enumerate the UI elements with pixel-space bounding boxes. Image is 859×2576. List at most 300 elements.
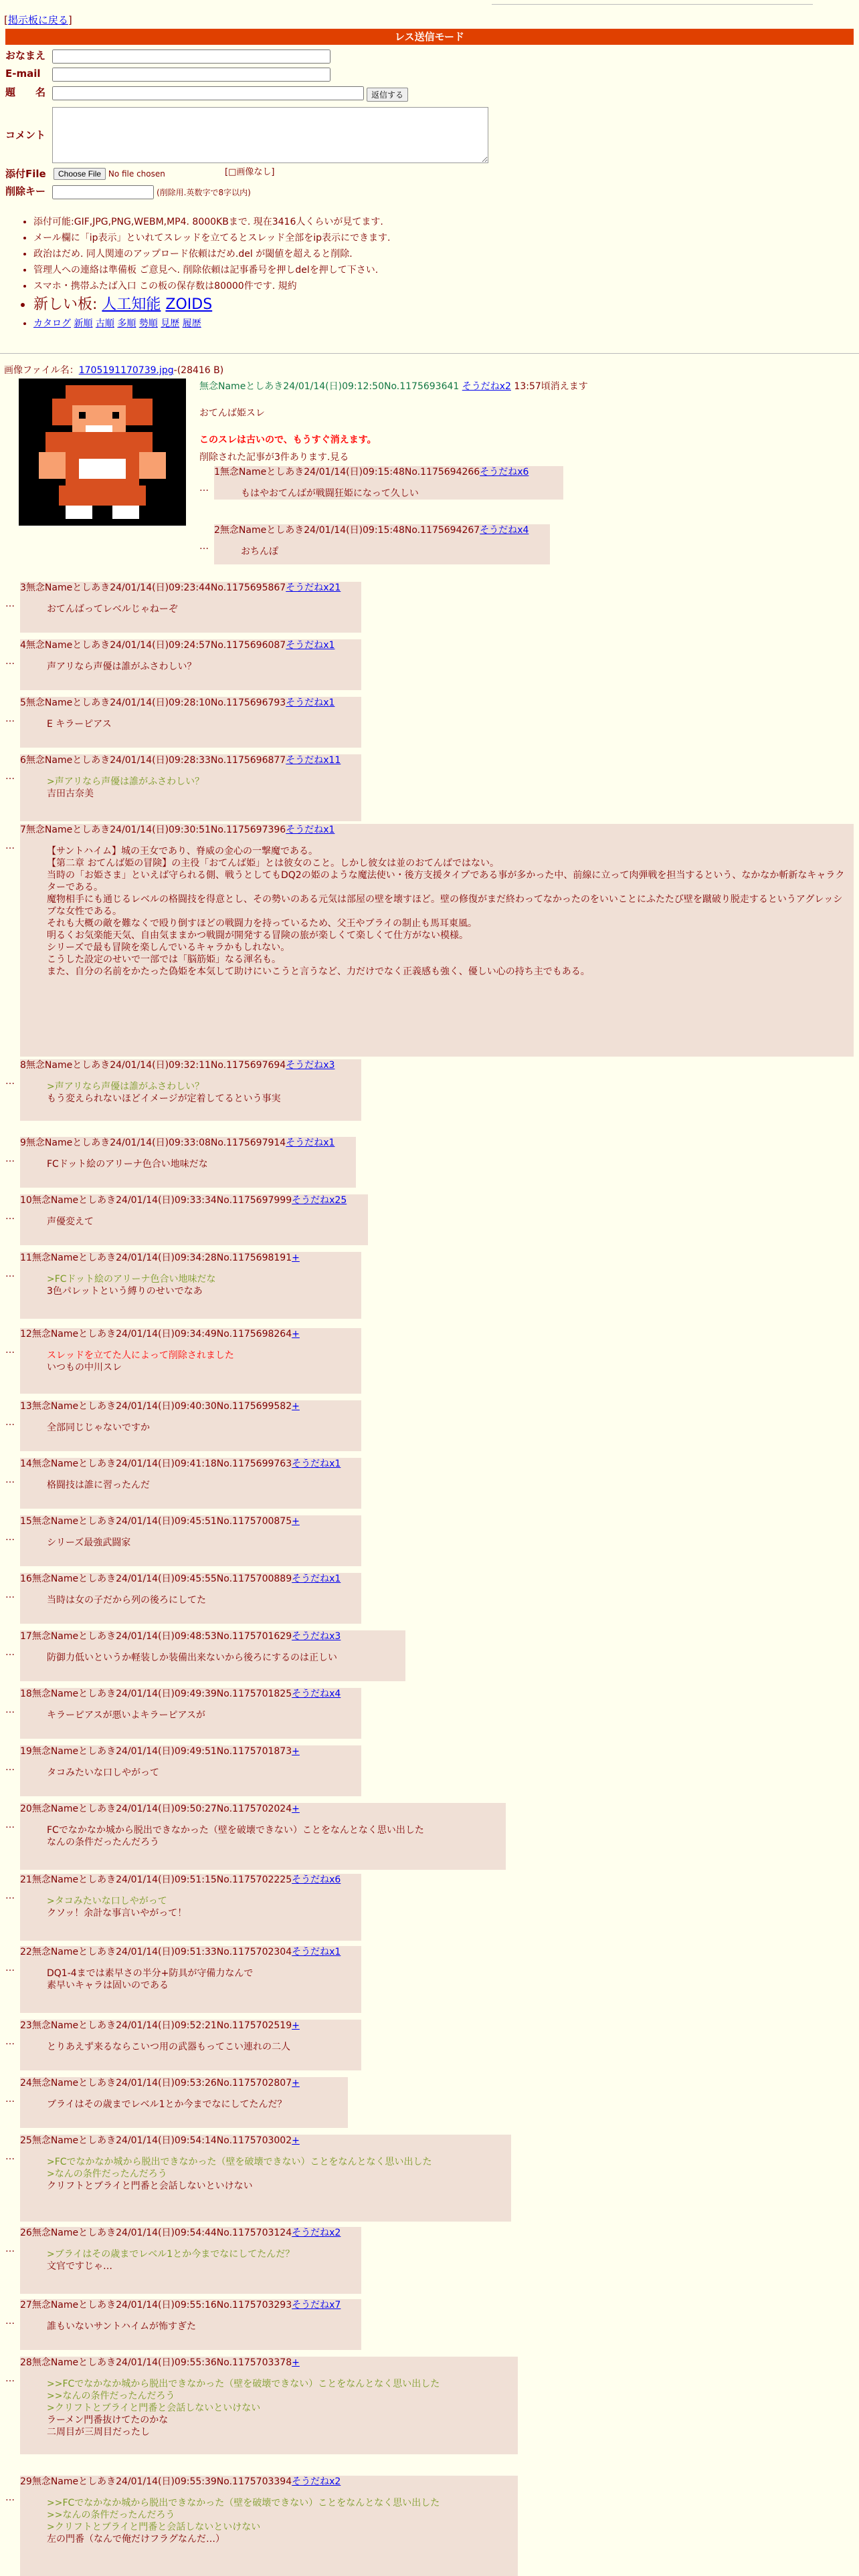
- reply-marker: …: [5, 1269, 15, 1279]
- no-image-checkbox[interactable]: [□画像なし]: [225, 167, 275, 177]
- sodane-button[interactable]: そうだねx2: [292, 2228, 341, 2238]
- sort-link[interactable]: 勢順: [138, 318, 158, 329]
- sort-links: [33, 316, 390, 332]
- reply-text: 声アリなら声優は誰がふさわしい？: [47, 661, 197, 672]
- reply-marker: …: [5, 2244, 15, 2254]
- comment-label: コメント: [5, 129, 46, 141]
- reply-meta: 無念Nameとしあき24/01/14(日)09:15:48No.1175694266: [219, 467, 480, 477]
- reply-meta: 無念Nameとしあき24/01/14(日)09:33:08No.1175697914: [25, 1138, 286, 1148]
- reply-quote: >FCドット絵のアリーナ色合い地味だな: [47, 1274, 216, 1285]
- reply-number: 16: [20, 1574, 32, 1584]
- reply-body: [47, 1767, 355, 1779]
- reply-number: 2: [214, 525, 220, 536]
- reply-body: [47, 1273, 355, 1297]
- reply-header: [20, 1874, 341, 1887]
- reply-marker: …: [5, 1762, 15, 1773]
- reply-post: [20, 1745, 361, 1796]
- reply-meta: 無念Nameとしあき24/01/14(日)09:28:33No.1175696877: [25, 755, 286, 766]
- sort-link[interactable]: カタログ: [33, 318, 71, 329]
- reply-number: 28: [20, 2357, 32, 2368]
- reply-header: [20, 1059, 335, 1073]
- reply-header: [20, 2227, 341, 2240]
- reply-text: ラーメン門番抜けてたのかな 二周目が三周目だったし: [47, 2415, 169, 2438]
- reply-meta: 無念Nameとしあき24/01/14(日)09:53:26No.1175702807: [31, 2078, 292, 2088]
- reply-number: 19: [20, 1746, 32, 1757]
- op-expire: 13:57頃消えます: [514, 381, 588, 392]
- reply-header: [20, 2135, 300, 2148]
- reply-number: 14: [20, 1459, 32, 1469]
- reply-body: [47, 2321, 355, 2333]
- sort-link[interactable]: 新順: [74, 318, 93, 329]
- reply-header: [20, 2357, 300, 2370]
- sodane-button[interactable]: そうだねx4: [480, 525, 529, 536]
- reply-marker: …: [5, 1820, 15, 1830]
- sodane-button[interactable]: そうだねx11: [286, 755, 341, 766]
- sodane-button[interactable]: +: [292, 1516, 300, 1527]
- reply-marker: …: [5, 599, 15, 609]
- reply-post: [20, 1059, 361, 1121]
- reply-marker: …: [5, 1963, 15, 1973]
- reply-meta: 無念Nameとしあき24/01/14(日)09:23:44No.1175695867: [25, 582, 286, 593]
- reply-marker: …: [199, 483, 209, 494]
- reply-header: [20, 1458, 341, 1471]
- reply-header: [20, 1630, 341, 1644]
- sodane-button[interactable]: そうだねx2: [292, 2476, 341, 2487]
- reply-number: 18: [20, 1689, 32, 1699]
- sodane-button[interactable]: +: [292, 2078, 300, 2088]
- reply-body: [47, 1158, 349, 1170]
- reply-text: もはやおてんばが戦闘狂姫になって久しい: [241, 488, 419, 499]
- reply-marker: …: [5, 1532, 15, 1543]
- reply-body: [47, 776, 355, 800]
- subject-label: 題 名: [5, 86, 46, 98]
- board-link-ai[interactable]: 人工知能: [102, 296, 161, 313]
- reply-text: クソッ！余計な事言いやがって！: [47, 1908, 187, 1919]
- reply-body: [47, 2497, 511, 2545]
- reply-text: とりあえず来るならこいつ用の武器もってこい連れの二人: [47, 2042, 290, 2052]
- reply-meta: 無念Nameとしあき24/01/14(日)09:28:10No.1175696793: [25, 697, 286, 708]
- reply-number: 24: [20, 2078, 32, 2088]
- reply-marker: …: [5, 1154, 15, 1164]
- reply-header: [20, 1946, 341, 1959]
- subject-row: [5, 86, 45, 100]
- reply-number: 29: [20, 2476, 32, 2487]
- reply-text: キラーピアスが悪いよキラーピアスが: [47, 1710, 205, 1721]
- comment-textarea[interactable]: [52, 107, 488, 163]
- reply-number: 23: [20, 2020, 32, 2031]
- sort-link[interactable]: 多順: [117, 318, 136, 329]
- reply-header: [20, 2020, 300, 2033]
- reply-marker: …: [5, 1891, 15, 1901]
- reply-marker: …: [5, 714, 15, 724]
- note-item: • スマホ・携帯ふたば入口 この板の保存数は80000件です. 規約: [33, 278, 390, 294]
- sodane-button[interactable]: そうだねx4: [292, 1689, 341, 1699]
- reply-meta: 無念Nameとしあき24/01/14(日)09:50:27No.1175702024: [31, 1804, 292, 1814]
- reply-quote: >ブライはその歳までレベル1とか今までなにしてたんだ？: [47, 2249, 295, 2260]
- reply-meta: 無念Nameとしあき24/01/14(日)09:24:57No.1175696087: [25, 640, 286, 651]
- reply-quote: >FCでなかなか城から脱出できなかった（壁を破壊できない）ことをなんとなく思い出した >なんの条件だったんだろう: [47, 2157, 432, 2179]
- reply-body: [47, 1709, 355, 1721]
- reply-header: [20, 754, 341, 768]
- reply-body: [241, 488, 557, 500]
- reply-text: おちんぽ: [241, 546, 278, 557]
- reply-meta: 無念Nameとしあき24/01/14(日)09:51:33No.1175702304: [31, 1947, 292, 1957]
- reply-marker: …: [5, 1211, 15, 1222]
- file-link[interactable]: 1705191170739.jpg: [78, 365, 174, 376]
- reply-text: おてんばってレベルじゃねーぞ: [47, 604, 178, 615]
- reply-meta: 無念Nameとしあき24/01/14(日)09:48:53No.1175701629: [31, 1631, 292, 1642]
- reply-header: [20, 1137, 335, 1150]
- reply-meta: 無念Nameとしあき24/01/14(日)09:55:39No.1175703394: [31, 2476, 292, 2487]
- thumbnail-image[interactable]: [19, 379, 186, 526]
- note-item: • 政治はだめ. 同人関連のアップロード依頼はだめ.del が閾値を超えると削除.: [33, 246, 390, 262]
- reply-body: [47, 1216, 361, 1228]
- reply-header: [20, 639, 335, 653]
- sodane-button[interactable]: +: [292, 2357, 300, 2368]
- sodane-button[interactable]: そうだねx1: [292, 1574, 341, 1584]
- reply-meta: 無念Nameとしあき24/01/14(日)09:45:51No.1175700875: [31, 1516, 292, 1527]
- reply-number: 15: [20, 1516, 32, 1527]
- reply-post: [214, 524, 550, 564]
- reply-body: [47, 718, 355, 730]
- reply-marker: …: [199, 541, 209, 552]
- reply-post: [20, 2357, 518, 2454]
- reply-header: [20, 1745, 300, 1759]
- reply-meta: 無念Nameとしあき24/01/14(日)09:54:44No.1175703124: [31, 2228, 292, 2238]
- reply-post: [20, 1803, 506, 1870]
- reply-text: タコみたいな口しやがって: [47, 1767, 159, 1778]
- sodane-button[interactable]: そうだねx1: [292, 1459, 341, 1469]
- reply-number: 6: [20, 755, 26, 766]
- sodane-button[interactable]: そうだねx25: [292, 1195, 347, 1206]
- reply-text: 全部同じじゃないですか: [47, 1422, 150, 1433]
- reply-body: [47, 1081, 355, 1105]
- reply-text: シリーズ最強武闘家: [47, 1537, 131, 1548]
- new-boards-label: 新しい板:: [33, 296, 102, 313]
- reply-post: [20, 639, 361, 690]
- reply-number: 7: [20, 825, 26, 835]
- reply-header: [20, 1803, 300, 1816]
- reply-post: [20, 2077, 348, 2128]
- reply-number: 27: [20, 2300, 32, 2311]
- reply-header: [20, 697, 335, 710]
- reply-post: [20, 1137, 356, 1188]
- submit-button[interactable]: 返信する: [367, 88, 408, 102]
- reply-body: [47, 1824, 499, 1848]
- reply-text: 声優変えて: [47, 1216, 94, 1227]
- reply-body: [47, 603, 355, 615]
- back-to-board[interactable]: [掲示板に戻る]: [4, 14, 72, 26]
- reply-post: [20, 824, 854, 1057]
- reply-header: [20, 1252, 300, 1265]
- sodane-button[interactable]: +: [292, 1329, 300, 1339]
- reply-body: [47, 661, 355, 673]
- reply-body: [47, 1350, 355, 1374]
- reply-text: 3色パレットという縛りのせいでなあ: [47, 1286, 203, 1297]
- reply-post: [20, 1515, 361, 1566]
- reply-number: 10: [20, 1195, 32, 1206]
- reply-marker: …: [5, 2036, 15, 2047]
- sodane-button[interactable]: +: [292, 1401, 300, 1412]
- op-meta: 無念Nameとしあき24/01/14(日)09:12:50No.1175693641: [199, 381, 460, 392]
- reply-meta: 無念Nameとしあき24/01/14(日)09:52:21No.1175702519: [31, 2020, 292, 2031]
- reply-quote: >タコみたいな口しやがって: [47, 1896, 167, 1907]
- reply-post: [20, 1328, 361, 1394]
- reply-header: [20, 582, 341, 595]
- reply-meta: 無念Nameとしあき24/01/14(日)09:15:48No.1175694267: [219, 525, 480, 536]
- deleted-by-op-notice: スレッドを立てた人によって削除されました: [47, 1350, 234, 1361]
- reply-header: [20, 2077, 300, 2090]
- reply-meta: 無念Nameとしあき24/01/14(日)09:45:55No.1175700889: [31, 1574, 292, 1584]
- reply-body: [47, 2156, 504, 2192]
- pixel-princess-icon: [19, 379, 186, 526]
- sodane-button[interactable]: そうだねx6: [480, 467, 529, 477]
- reply-header: [20, 1194, 347, 1208]
- reply-header: [20, 824, 335, 837]
- sodane-button[interactable]: そうだねx1: [286, 640, 335, 651]
- sodane-button[interactable]: そうだねx1: [286, 1138, 335, 1148]
- reply-meta: 無念Nameとしあき24/01/14(日)09:33:34No.1175697999: [31, 1195, 292, 1206]
- reply-post: [214, 466, 563, 500]
- reply-marker: …: [5, 1647, 15, 1658]
- reply-marker: …: [5, 2151, 15, 2162]
- reply-number: 17: [20, 1631, 32, 1642]
- sodane-button[interactable]: +: [292, 1804, 300, 1814]
- reply-post: [20, 754, 361, 821]
- email-label: E-mail: [5, 68, 41, 80]
- reply-quote: >声アリなら声優は誰がふさわしい？: [47, 776, 205, 787]
- note-item: • 添付可能:GIF,JPG,PNG,WEBM,MP4. 8000KBまで. 現在3416人くらいが見てます.: [33, 214, 390, 230]
- sort-link[interactable]: 古順: [95, 318, 114, 329]
- reply-number: 1: [214, 467, 220, 477]
- sodane-button[interactable]: +: [292, 2135, 300, 2146]
- reply-body: [47, 845, 847, 978]
- op-post: [199, 378, 588, 466]
- subject-input[interactable]: [52, 86, 364, 100]
- reply-meta: 無念Nameとしあき24/01/14(日)09:41:18No.1175699763: [31, 1459, 292, 1469]
- reply-post: [20, 2020, 361, 2070]
- reply-header: [20, 1573, 341, 1586]
- reply-body: [47, 1479, 355, 1491]
- reply-marker: …: [5, 2373, 15, 2384]
- reply-post: [20, 2299, 361, 2350]
- name-row: [5, 49, 45, 63]
- reply-body: [47, 1537, 355, 1549]
- reply-meta: 無念Nameとしあき24/01/14(日)09:34:49No.1175698264: [31, 1329, 292, 1339]
- board-link-zoids[interactable]: ZOIDS: [165, 296, 213, 313]
- sodane-button[interactable]: そうだねx1: [292, 1947, 341, 1957]
- reply-text: 文官ですじゃ…: [47, 2261, 112, 2272]
- sodane-button[interactable]: +: [292, 1746, 300, 1757]
- reply-meta: 無念Nameとしあき24/01/14(日)09:49:51No.1175701873: [31, 1746, 292, 1757]
- reply-quote: >声アリなら声優は誰がふさわしい？: [47, 1081, 205, 1092]
- reply-marker: …: [5, 656, 15, 667]
- email-input[interactable]: [52, 68, 330, 82]
- sodane-button[interactable]: そうだねx3: [286, 1060, 335, 1071]
- reply-meta: 無念Nameとしあき24/01/14(日)09:30:51No.1175697396: [25, 825, 286, 835]
- back-link[interactable]: 掲示板に戻る: [7, 14, 68, 26]
- reply-meta: 無念Nameとしあき24/01/14(日)09:40:30No.1175699582: [31, 1401, 292, 1412]
- reply-marker: …: [5, 1076, 15, 1087]
- name-input[interactable]: [52, 49, 330, 64]
- sodane-button[interactable]: +: [292, 1253, 300, 1263]
- reply-marker: …: [5, 2492, 15, 2503]
- reply-post: [20, 2135, 511, 2222]
- reply-text: 当時は女の子だから列の後ろにしてた: [47, 1595, 206, 1606]
- sodane-button[interactable]: そうだねx6: [292, 1874, 341, 1885]
- reply-body: [47, 1652, 399, 1664]
- reply-body: [47, 1895, 355, 1919]
- file-info: [4, 364, 223, 378]
- reply-text: クリフトとブライと門番と会話しないといけない: [47, 2181, 253, 2191]
- reply-post: [20, 1573, 361, 1624]
- reply-marker: …: [5, 1590, 15, 1600]
- reply-post: [20, 582, 361, 633]
- reply-text: 【サントハイム】城の王女であり、脊威の金心の一撃魔である。 【第二章 おてんば姫の冒険】の主役「おてんば姫」とは彼女のこと。しかし彼女は並のおてんばではない。 当時の「お姫さま」といえば守られる側、戦うとしてもDQ2の姫のような魔法使い・後方支援タイプである事が多かった中、前線に立って肉弾戦を担当するという、なかなか斬新なキャラクターである。 魔物相手にも通じるレベルの格闘技を得意とし、その勢いのある元気は部屋の壁を壊すほど。壁の修復がまだ終わってなかったのをいいことにふたたび壁を蹴破り脱走するというアグレッシブな女性である。 それも大概の敵を難なくで殴り倒すほどの戦闘力を持っているため、父王やブライの制止も馬耳東風。 明るくお気楽能天気、自由気ままかつ戦闘が開発する冒険の旅が楽しくて楽しくて仕方がない模様。 シリーズで最も冒険を楽しんでいるキャラかもしれない。 こうした設定のせいで一部では「脳筋姫」なる渾名も。 また、自分の名前をかたった偽姫を本気して助けにいこうと言うなど、力だけでなく正義感も強く、優しい心の持ち主でもある。: [47, 846, 845, 977]
- reply-meta: 無念Nameとしあき24/01/14(日)09:54:14No.1175703002: [31, 2135, 292, 2146]
- reply-number: 12: [20, 1329, 32, 1339]
- reply-text: DQ1-4までは素早さの半分+防具が守備力なんで 素早いキャラは固いのである: [47, 1968, 254, 1991]
- name-label: おなまえ: [5, 49, 46, 62]
- reply-header: [214, 524, 529, 538]
- reply-post: [20, 1946, 361, 2013]
- reply-meta: 無念Nameとしあき24/01/14(日)09:55:16No.1175703293: [31, 2300, 292, 2311]
- sodane-button[interactable]: そうだねx1: [286, 825, 335, 835]
- reply-header: [20, 1515, 300, 1529]
- reply-number: 4: [20, 640, 26, 651]
- op-header: [199, 378, 588, 395]
- reply-number: 8: [20, 1060, 26, 1071]
- divider: [0, 353, 859, 354]
- reply-marker: …: [5, 1417, 15, 1428]
- comment-row: [5, 128, 45, 142]
- no-file-text: No file chosen: [108, 169, 165, 179]
- reply-number: 9: [20, 1138, 26, 1148]
- file-picker: [54, 168, 165, 180]
- reply-text: E キラーピアス: [47, 719, 112, 730]
- delkey-row: [5, 185, 45, 199]
- reply-number: 5: [20, 697, 26, 708]
- reply-quote: >>FCでなかなか城から脱出できなかった（壁を破壊できない）ことをなんとなく思い出した >>なんの条件だったんだろう >クリフトとブライと門番と会話しないといけない: [47, 2379, 440, 2413]
- new-boards: [33, 294, 390, 316]
- reply-post: [20, 1194, 368, 1245]
- reply-meta: 無念Nameとしあき24/01/14(日)09:49:39No.1175701825: [31, 1689, 292, 1699]
- reply-text: 吉田古奈美: [47, 788, 94, 799]
- form-title-bar: レス送信モード: [5, 29, 854, 45]
- reply-body: [47, 2041, 355, 2053]
- reply-number: 13: [20, 1401, 32, 1412]
- reply-header: [20, 1400, 300, 1414]
- reply-meta: 無念Nameとしあき24/01/14(日)09:55:36No.1175703378: [31, 2357, 292, 2368]
- reply-text: いつもの中川スレ: [47, 1362, 122, 1373]
- delkey-input[interactable]: [52, 185, 154, 199]
- reply-header: [20, 1688, 341, 1701]
- reply-body: [47, 2378, 511, 2438]
- reply-body: [47, 1422, 355, 1434]
- reply-marker: …: [5, 841, 15, 851]
- reply-post: [20, 1874, 361, 1941]
- sodane-button[interactable]: そうだねx3: [292, 1631, 341, 1642]
- reply-body: [47, 1594, 355, 1606]
- reply-marker: …: [5, 771, 15, 782]
- file-row: [5, 167, 46, 181]
- op-body: おてんば姫スレ: [199, 408, 265, 419]
- deleted-notice[interactable]: 削除された記事が3件あります.見る: [199, 452, 349, 463]
- reply-number: 20: [20, 1804, 32, 1814]
- sort-link[interactable]: 見歴: [161, 318, 180, 329]
- reply-text: FCでなかなか城から脱出できなかった（壁を破壊できない）ことをなんとなく思い出した なんの条件だったんだろう: [47, 1825, 424, 1848]
- note-item: • メール欄に「ip表示」といれてスレッドを立てるとスレッド全部をip表示にできます.: [33, 230, 390, 246]
- reply-text: ブライはその歳までレベル1とか今までなにしてたんだ？: [47, 2099, 287, 2110]
- reply-text: 左の門番（なんで俺だけフラグなんだ…）: [47, 2534, 225, 2545]
- reply-number: 22: [20, 1947, 32, 1957]
- reply-post: [20, 2227, 361, 2294]
- reply-marker: …: [5, 2094, 15, 2105]
- reply-text: 格闘技は誰に習ったんだ: [47, 1480, 150, 1491]
- reply-text: FCドット絵のアリーナ色合い地味だな: [47, 1159, 208, 1170]
- reply-marker: …: [5, 1345, 15, 1356]
- reply-post: [20, 1400, 361, 1451]
- reply-header: [20, 2476, 341, 2489]
- reply-meta: 無念Nameとしあき24/01/14(日)09:51:15No.1175702225: [31, 1874, 292, 1885]
- reply-post: [20, 697, 361, 748]
- reply-post: [20, 1630, 405, 1681]
- reply-text: 防御力低いというか軽装しか装備出来ないから後ろにするのは正しい: [47, 1652, 337, 1663]
- reply-marker: …: [5, 1705, 15, 1715]
- sodane-button[interactable]: そうだねx2: [462, 381, 511, 392]
- reply-header: [20, 2299, 341, 2313]
- reply-body: [47, 1967, 355, 1992]
- reply-number: 11: [20, 1253, 32, 1263]
- sodane-button[interactable]: そうだねx21: [286, 582, 341, 593]
- file-size: -(28416 B): [173, 365, 224, 376]
- reply-post: [20, 2476, 518, 2576]
- delkey-label: 削除キー: [5, 185, 46, 197]
- reply-header: [214, 466, 529, 479]
- reply-meta: 無念Nameとしあき24/01/14(日)09:34:28No.1175698191: [31, 1253, 292, 1263]
- note-item: • 管理人への連絡は準備板 ご意見へ. 削除依頼は記事番号を押しdelを押して下さい.: [33, 262, 390, 278]
- reply-body: [47, 2248, 355, 2272]
- top-rule: [492, 4, 813, 5]
- email-row: [5, 67, 41, 81]
- reply-number: 25: [20, 2135, 32, 2146]
- sort-link[interactable]: 履歴: [182, 318, 201, 329]
- reply-marker: …: [5, 2316, 15, 2327]
- reply-number: 3: [20, 582, 26, 593]
- sodane-button[interactable]: +: [292, 2020, 300, 2031]
- reply-header: [20, 1328, 300, 1341]
- reply-meta: 無念Nameとしあき24/01/14(日)09:32:11No.1175697694: [25, 1060, 286, 1071]
- sodane-button[interactable]: そうだねx7: [292, 2300, 341, 2311]
- delkey-note: (削除用.英数字で8字以内): [157, 188, 251, 197]
- reply-post: [20, 1458, 361, 1509]
- reply-body: [47, 2099, 341, 2111]
- reply-text: もう変えられないほどイメージが定着してるという事実: [47, 1093, 281, 1104]
- old-thread-warning: このスレは古いので、もうすぐ消えます。: [199, 435, 377, 445]
- choose-file-button[interactable]: Choose File: [54, 168, 106, 180]
- reply-quote: >>FCでなかなか城から脱出できなかった（壁を破壊できない）ことをなんとなく思い出した >>なんの条件だったんだろう >クリフトとブライと門番と会話しないといけない: [47, 2498, 440, 2533]
- reply-number: 26: [20, 2228, 32, 2238]
- file-label: 添付File: [5, 168, 46, 180]
- reply-body: [241, 546, 543, 558]
- reply-marker: …: [5, 1475, 15, 1485]
- reply-text: 誰もいないサントハイムが怖すぎた: [47, 2321, 197, 2332]
- reply-number: 21: [20, 1874, 32, 1885]
- notes-list: [13, 214, 390, 332]
- reply-post: [20, 1252, 361, 1319]
- sodane-button[interactable]: そうだねx1: [286, 697, 335, 708]
- reply-post: [20, 1688, 361, 1739]
